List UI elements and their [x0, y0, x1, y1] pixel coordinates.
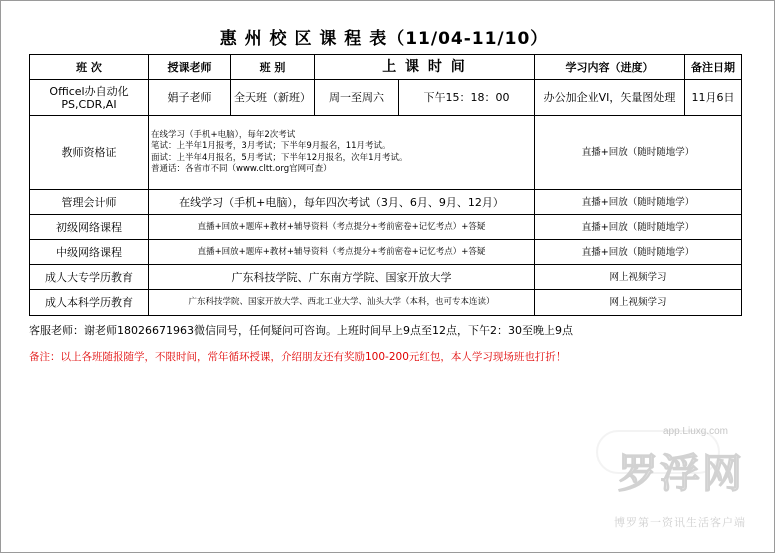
header-type: 班 别	[231, 55, 315, 80]
watermark-slogan: 博罗第一资讯生活客户端	[614, 516, 746, 529]
table-row	[30, 190, 742, 215]
header-teacher: 授课老师	[149, 55, 231, 80]
header-class: 班 次	[30, 55, 149, 80]
table-row	[30, 116, 742, 190]
table-row	[30, 215, 742, 240]
table-row	[30, 80, 742, 116]
content-cell: 网上视频学习	[535, 290, 742, 316]
content-cell: 直播+回放（随时随地学）	[535, 116, 742, 190]
class-cell: 管理会计师	[30, 190, 149, 215]
header-content: 学习内容（进度）	[535, 55, 685, 80]
content-cell: 办公加企业VI，矢量图处理	[535, 80, 685, 116]
details-cell: 广东科技学院、广东南方学院、国家开放大学	[149, 265, 535, 290]
detail-line: 普通话：各省市不同（www.cltt.org官网可查）	[151, 164, 332, 174]
days-cell: 周一至周六	[315, 80, 399, 116]
detail-line: 在线学习（手机+电脑），每年2次考试	[151, 129, 296, 140]
type-cell: 全天班（新班）	[231, 80, 315, 116]
content-cell: 直播+回放（随时随地学）	[535, 215, 742, 240]
details-cell: 在线学习（手机+电脑），每年四次考试（3月、6月、9月、12月）	[149, 190, 535, 215]
detail-line: 笔试：上半年1月报考，3月考试；下半年9月报名，11月考试。	[151, 141, 391, 151]
watermark-domain: app.Liuxg.com	[662, 426, 728, 437]
details-cell	[149, 116, 535, 190]
remark-note: 备注：以上各班随报随学，不限时间，常年循环授课，介绍朋友还有奖励100-200元红包，本人学习现场班也打折！	[29, 351, 567, 363]
details-cell: 广东科技学院、国家开放大学、西北工业大学、汕头大学（本科，也可专本连读）	[149, 290, 535, 316]
class-cell: 成人大专学历教育	[30, 265, 149, 290]
content-cell: 直播+回放（随时随地学）	[535, 190, 742, 215]
class-cell: 中级网络课程	[30, 240, 149, 265]
class-cell: 教师资格证	[30, 116, 149, 190]
class-name-line2: PS,CDR,AI	[61, 97, 117, 111]
details-cell: 直播+回放+题库+教材+辅导资料（考点提分+考前密卷+记忆考点）+答疑	[149, 215, 535, 240]
watermark	[566, 424, 756, 534]
customer-service-note: 客服老师：谢老师18026671963微信同号，任何疑问可咨询。上班时间早上9点至12点，下午2：30至晚上9点	[29, 324, 573, 337]
watermark-logo: 罗浮网	[618, 451, 744, 497]
content-cell: 网上视频学习	[535, 265, 742, 290]
header-date: 备注日期	[685, 55, 742, 80]
header-time: 上 课 时 间	[315, 55, 535, 80]
class-cell: 成人本科学历教育	[30, 290, 149, 316]
date-cell: 11月6日	[685, 80, 742, 116]
detail-line: 面试：上半年4月报名，5月考试；下半年12月报名，次年1月考试。	[151, 152, 408, 163]
teacher-cell: 娟子老师	[149, 80, 231, 116]
page-title: 惠 州 校 区 课 程 表（11/04-11/10）	[219, 29, 549, 49]
table-row	[30, 265, 742, 290]
class-name-line1: Officel办自动化	[49, 84, 129, 98]
content-cell: 直播+回放（随时随地学）	[535, 240, 742, 265]
schedule-table	[29, 54, 742, 316]
cloud-icon	[596, 430, 720, 474]
table-row	[30, 290, 742, 316]
details-cell: 直播+回放+题库+教材+辅导资料（考点提分+考前密卷+记忆考点）+答疑	[149, 240, 535, 265]
table-row	[30, 240, 742, 265]
class-cell	[30, 80, 149, 116]
class-cell: 初级网络课程	[30, 215, 149, 240]
header-row	[30, 55, 742, 80]
hours-cell: 下午15：18：00	[399, 80, 535, 116]
